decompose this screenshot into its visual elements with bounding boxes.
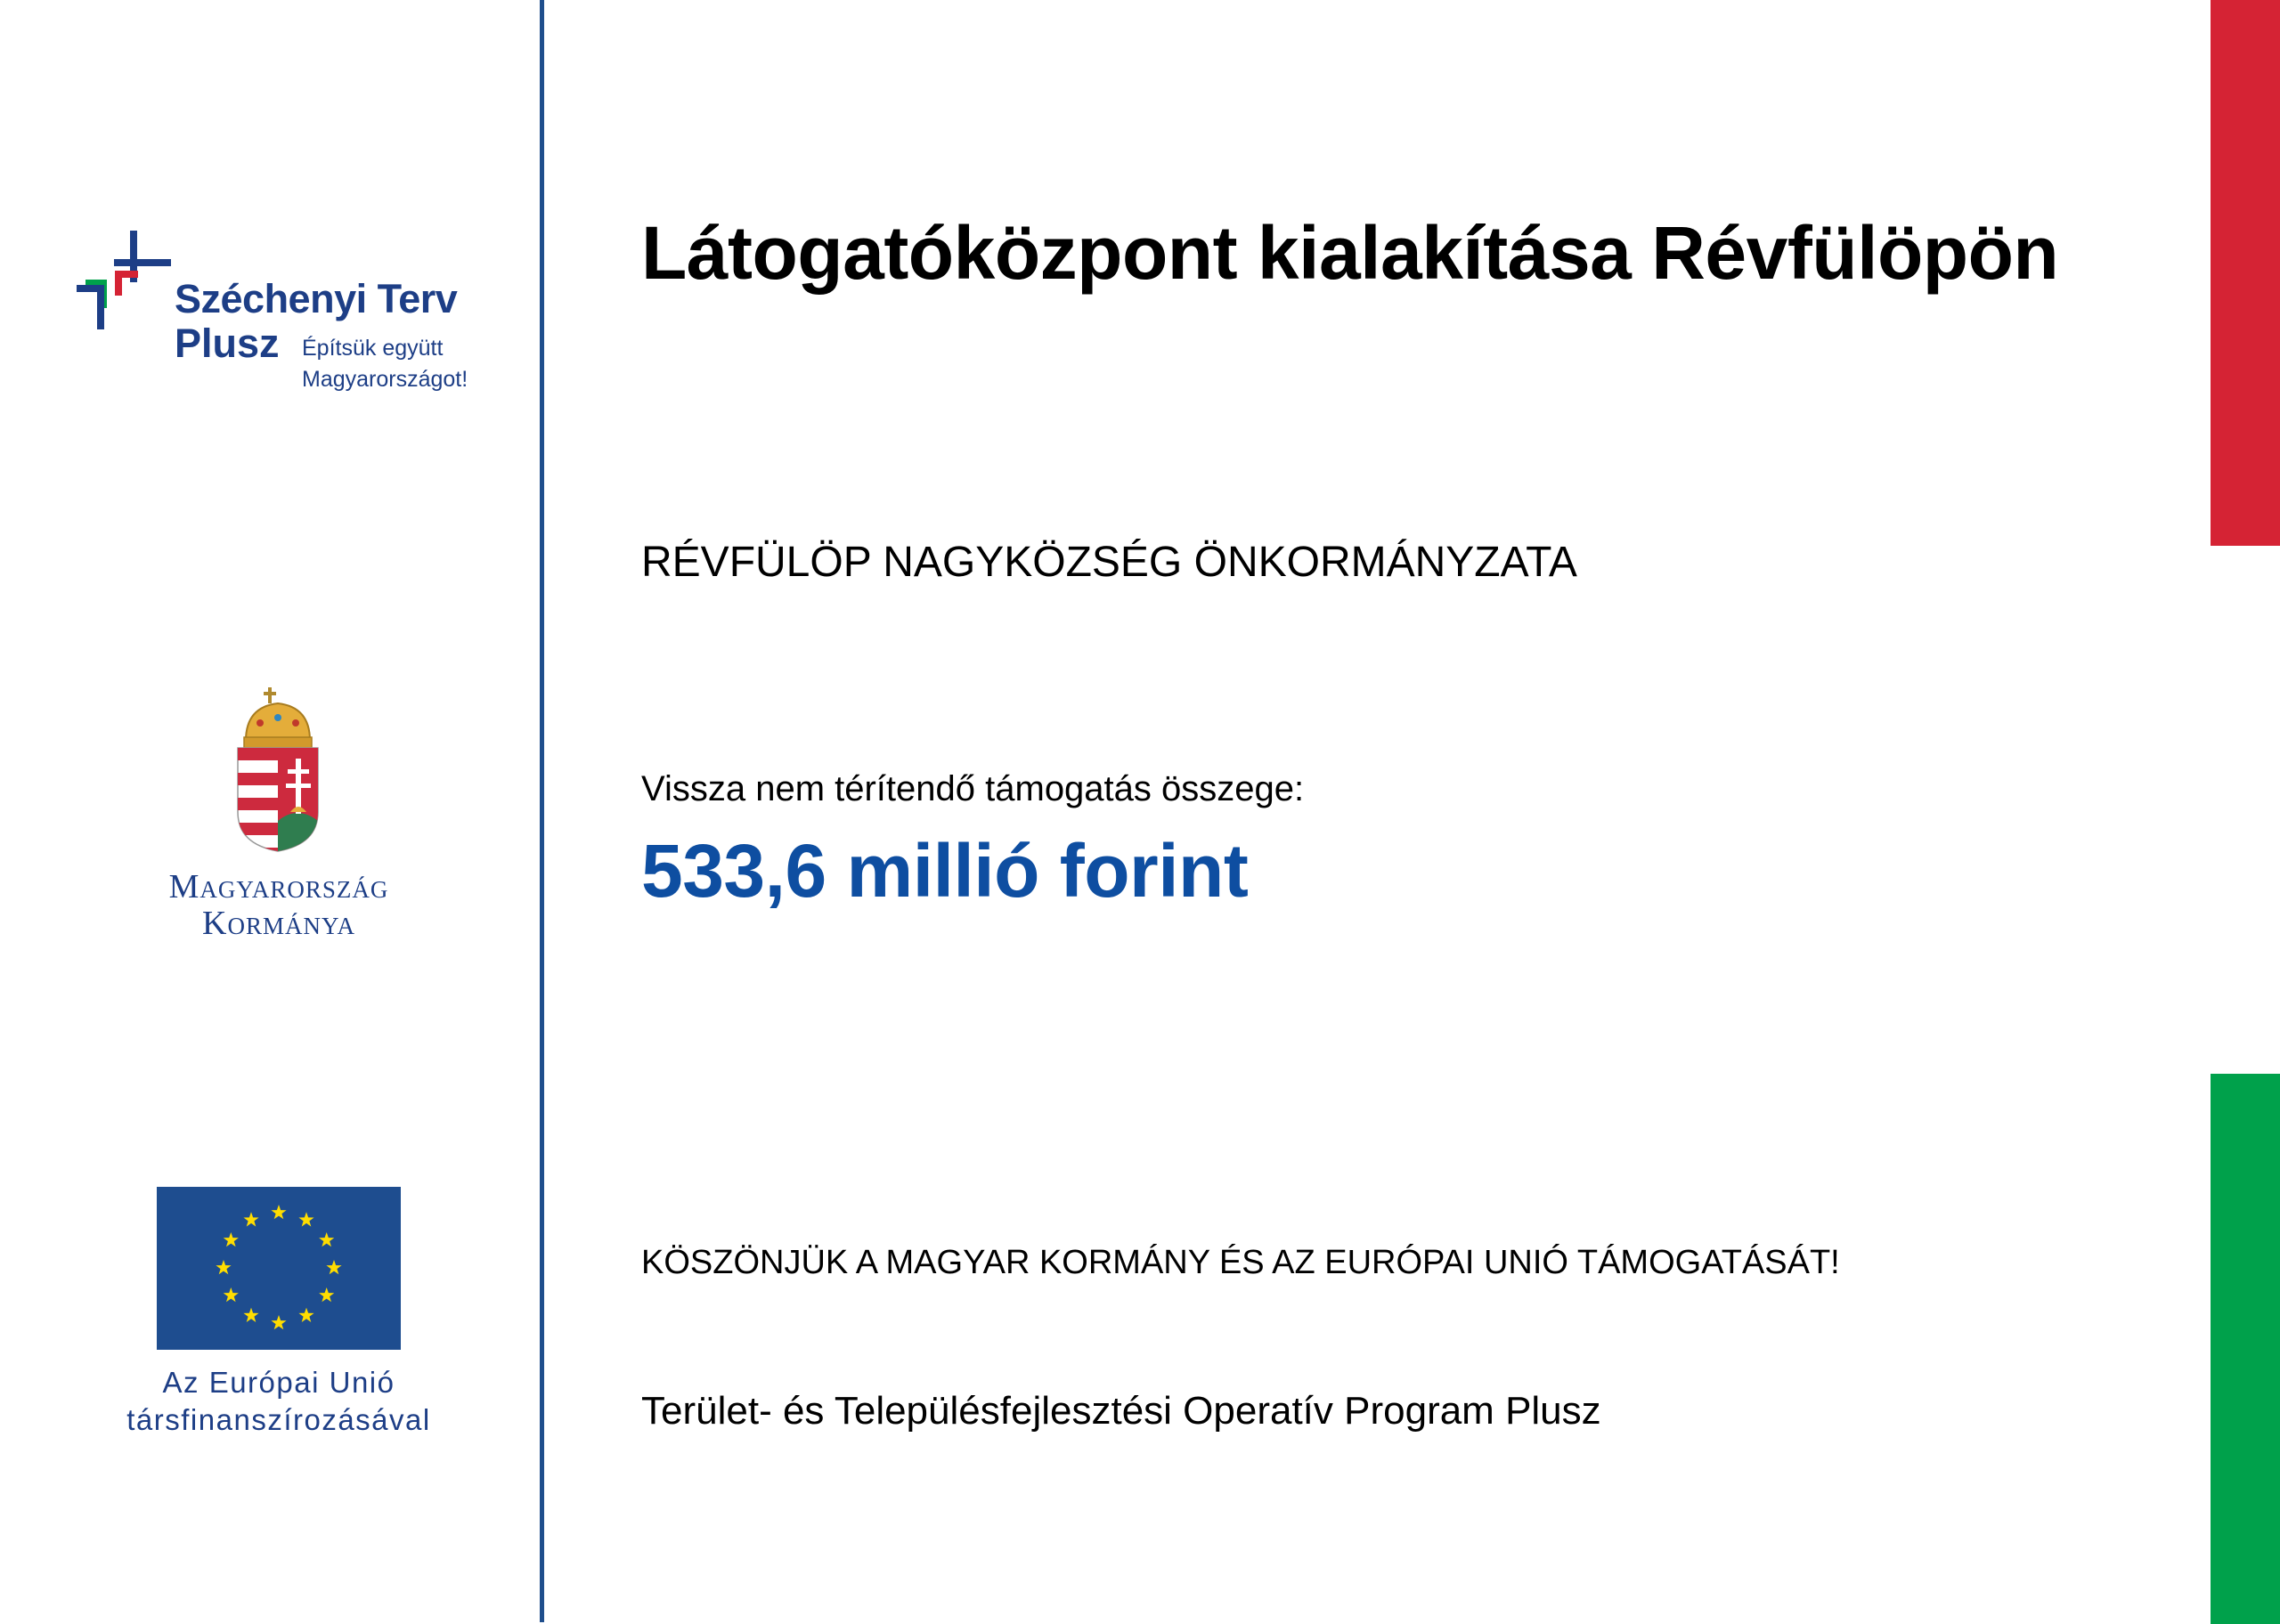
project-title: Látogatóközpont kialakítása Révfülöpön [641, 211, 2059, 295]
szechenyi-terv-plusz-logo [77, 228, 495, 406]
eu-cofinancing-line1: Az Európai Unió [162, 1366, 395, 1399]
flag-green-stripe [2211, 1074, 2280, 1624]
operational-program-name: Terület- és Településfejlesztési Operatív Program Plusz [641, 1389, 1601, 1433]
grant-amount-value: 533,6 millió forint [641, 829, 1249, 913]
column-divider [540, 0, 544, 1622]
eu-cofinancing-line2: társfinanszírozásával [126, 1403, 431, 1436]
beneficiary-name: RÉVFÜLÖP NAGYKÖZSÉG ÖNKORMÁNYZATA [641, 539, 1577, 586]
szechenyi-cross-mark-icon [77, 228, 175, 331]
government-name-line2: Kormánya [202, 905, 355, 942]
szechenyi-title: Széchenyi Terv [175, 276, 458, 321]
thanks-statement: KÖSZÖNJÜK A MAGYAR KORMÁNY ÉS AZ EURÓPAI UNIÓ TÁMOGATÁSÁT! [641, 1244, 1840, 1281]
flag-red-stripe [2211, 0, 2280, 546]
szechenyi-title-plusz: Plusz [175, 321, 280, 366]
grant-amount-label: Vissza nem térítendő támogatás összege: [641, 769, 1305, 808]
eu-flag-icon [157, 1187, 401, 1350]
government-name-line1: Magyarország [168, 868, 389, 905]
hungarian-coat-of-arms-icon [233, 687, 322, 853]
szechenyi-tagline: Építsük együtt [302, 336, 444, 361]
szechenyi-tagline-2: Magyarországot! [302, 367, 468, 392]
